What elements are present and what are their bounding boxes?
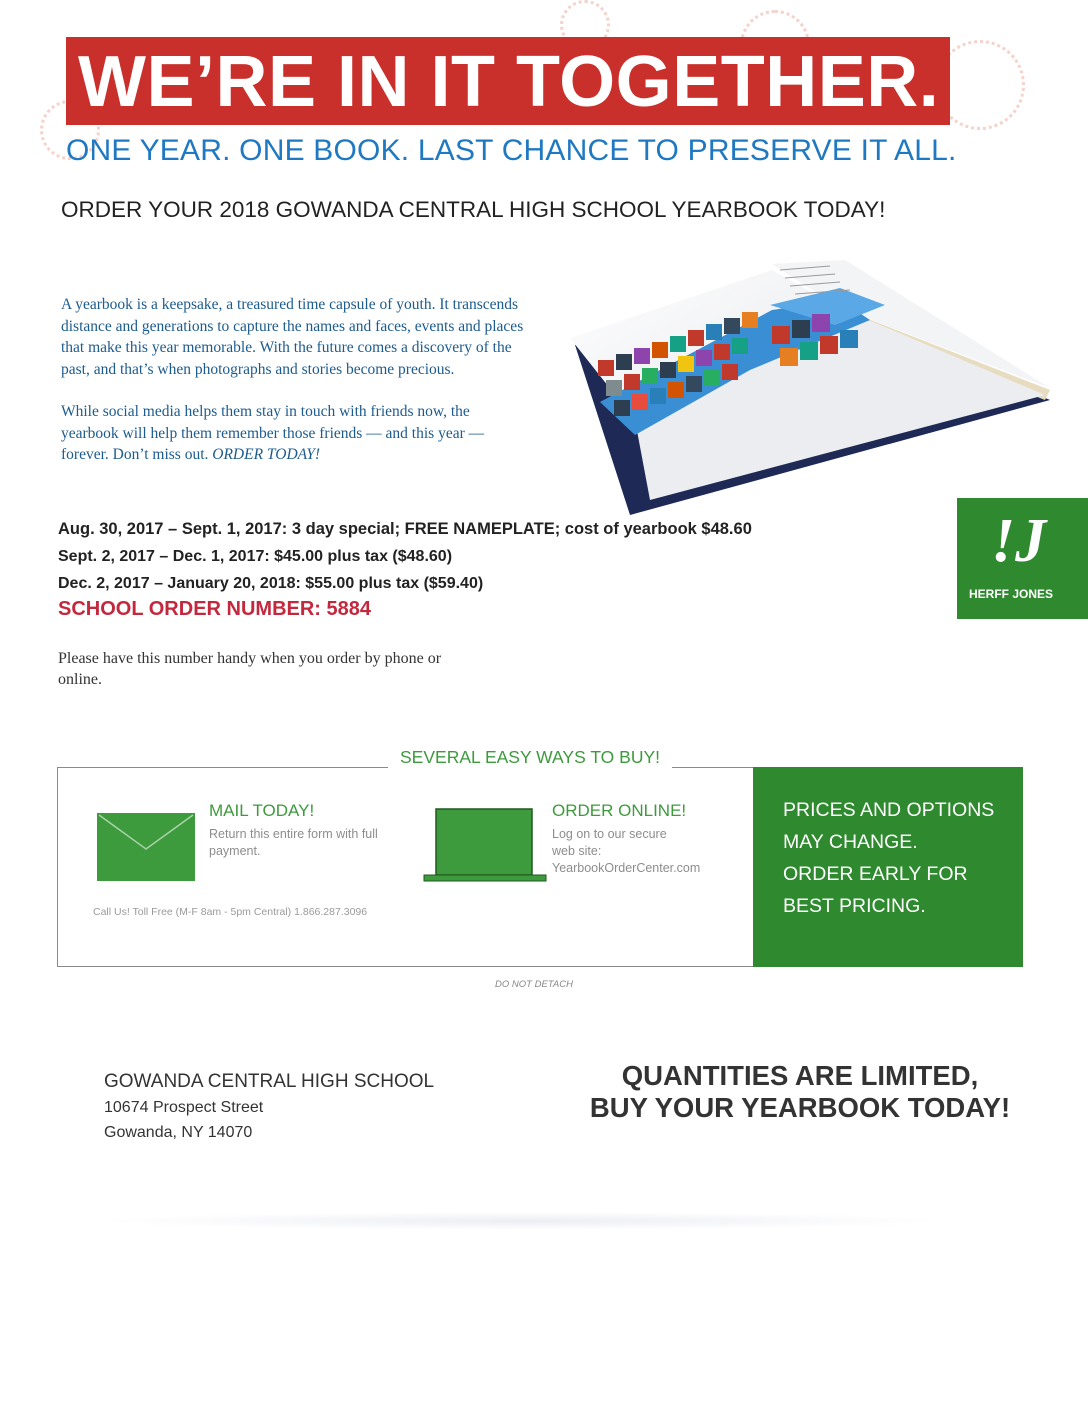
intro-text [61, 294, 531, 466]
school-name: GOWANDA CENTRAL HIGH SCHOOL [104, 1071, 435, 1092]
pricing-list [58, 516, 752, 597]
limited-line: BUY YOUR YEARBOOK TODAY! [589, 1092, 1011, 1123]
order-online-url[interactable]: YearbookOrderCenter.com [552, 861, 701, 875]
order-today-emphasis: ORDER TODAY! [212, 446, 321, 463]
mail-today-title: MAIL TODAY! [209, 801, 315, 820]
prices-notice-line: BEST PRICING. [783, 895, 926, 917]
herff-jones-mark-icon: !J [991, 507, 1047, 575]
limited-line: QUANTITIES ARE LIMITED, [621, 1060, 979, 1091]
prices-notice-line: ORDER EARLY FOR [783, 863, 968, 885]
do-not-detach-label: DO NOT DETACH [495, 979, 573, 990]
scan-smudge [100, 1212, 950, 1230]
headline: WE’RE IN IT TOGETHER. [78, 42, 940, 122]
ways-title-wrap [388, 747, 672, 768]
herff-jones-logo [957, 498, 1088, 619]
prices-notice-text [783, 794, 1013, 922]
school-city: Gowanda, NY 14070 [104, 1124, 253, 1141]
call-toll-free: Call Us! Toll Free (M-F 8am - 5pm Central) 1.866.287.3096 [93, 906, 368, 918]
herff-jones-name: HERFF JONES [969, 587, 1054, 601]
order-online-description [552, 826, 752, 877]
intro-paragraph: A yearbook is a keepsake, a treasured time capsule of youth. It transcends distance and generations to capture the names and faces, events and places that make this year memorable. With the future comes a discovery of the past, and that’s when photographs and stories become precious. [61, 296, 524, 378]
order-online-title: ORDER ONLINE! [552, 801, 687, 820]
school-order-number: SCHOOL ORDER NUMBER: 5884 [58, 598, 372, 620]
prices-notice-line: PRICES AND OPTIONS [783, 799, 995, 821]
order-heading: ORDER YOUR 2018 GOWANDA CENTRAL HIGH SCHOOL YEARBOOK TODAY! [61, 197, 886, 222]
price-line: Aug. 30, 2017 – Sept. 1, 2017: 3 day special; FREE NAMEPLATE; cost of yearbook $48.60 [58, 520, 752, 538]
prices-notice-panel [753, 767, 1023, 967]
school-address [104, 1070, 434, 1144]
yearbook-image [540, 250, 1060, 520]
prices-notice-line: MAY CHANGE. [783, 831, 918, 853]
order-online-line: Log on to our secure [552, 827, 667, 841]
price-line: Sept. 2, 2017 – Dec. 1, 2017: $45.00 plus tax ($48.60) [58, 548, 453, 565]
price-line: Dec. 2, 2017 – January 20, 2018: $55.00 plus tax ($59.40) [58, 575, 484, 592]
handy-note: Please have this number handy when you order by phone or online. [58, 650, 442, 688]
ways-title: SEVERAL EASY WAYS TO BUY! [400, 747, 661, 767]
intro-paragraph [61, 401, 531, 466]
order-online-line: web site: [552, 844, 602, 858]
mail-today-description: Return this entire form with full payment. [209, 827, 378, 858]
subtitle: ONE YEAR. ONE BOOK. LAST CHANCE TO PRESERVE IT ALL. [66, 134, 957, 167]
laptop-icon [422, 807, 548, 885]
school-street: 10674 Prospect Street [104, 1099, 264, 1116]
envelope-icon [97, 813, 195, 881]
intro-paragraph-text: While social media helps them stay in touch with friends now, the yearbook will help them remember those friends — and this year — forever. Don’t miss out. [61, 403, 485, 463]
quantities-limited-notice [550, 1060, 1050, 1124]
